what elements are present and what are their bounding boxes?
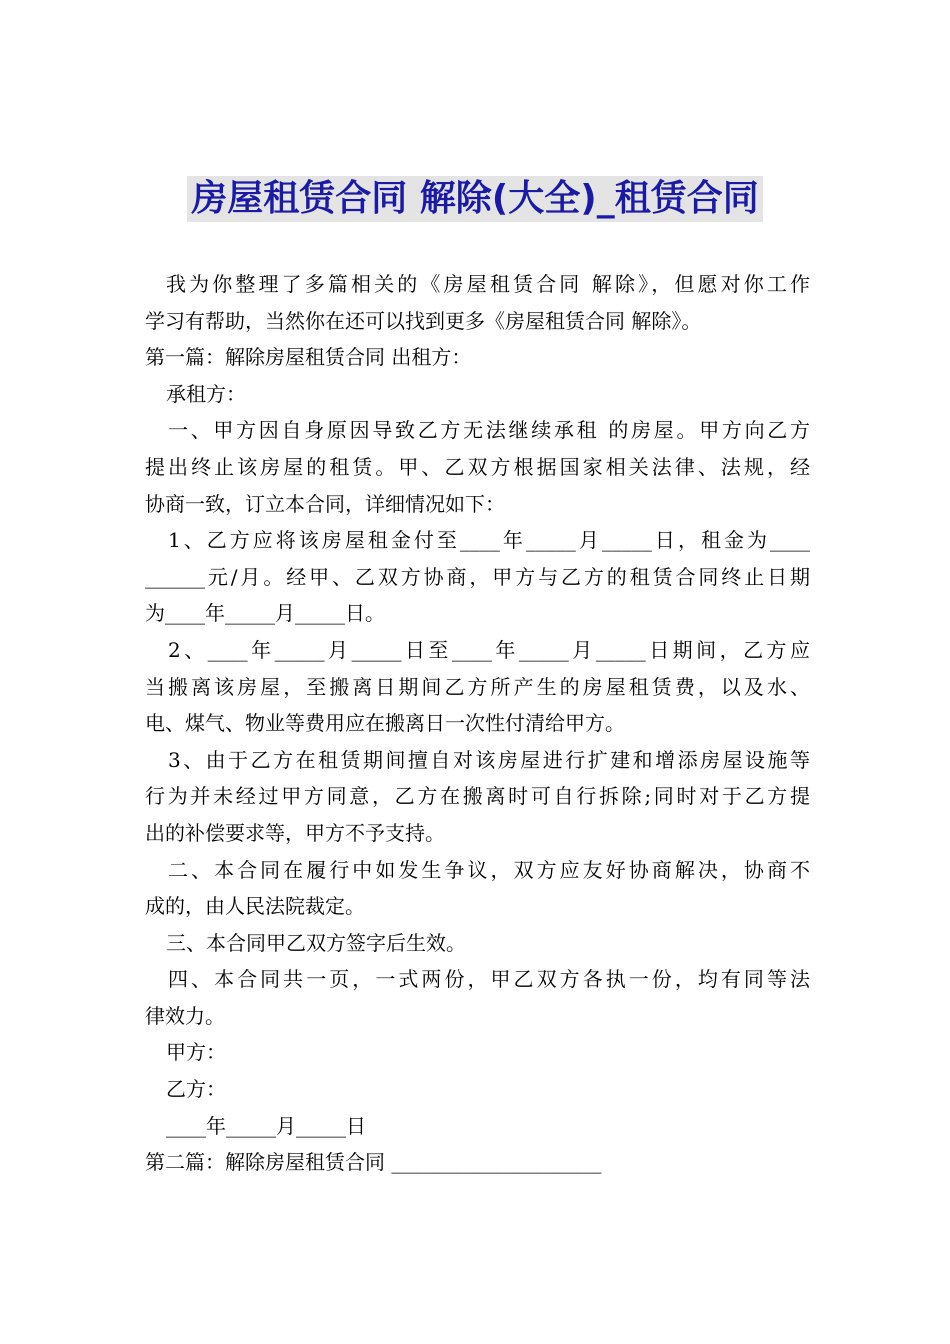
title-container [0,176,950,222]
paragraph-line: 1、乙方应将该房屋租金付至____年_____月_____日，租金为____ [168,528,810,553]
paragraph-line: 行为并未经过甲方同意，乙方在搬离时可自行拆除;同时对于乙方提 [145,784,810,809]
section-heading: 第一篇：解除房屋租赁合同 出租方： [145,345,472,370]
date-line: ____年_____月_____日 [166,1113,366,1138]
paragraph-line: 律效力。 [145,1003,225,1028]
paragraph-line: 成的，由人民法院裁定。 [145,894,365,919]
paragraph-line: 四、本合同共一页，一式两份，甲乙双方各执一份，均有同等法 [168,967,810,992]
paragraph-line: 三、本合同甲乙双方签字后生效。 [166,930,466,955]
document-body [145,266,810,1181]
paragraph-line: 当搬离该房屋，至搬离日期间乙方所产生的房屋租赁费，以及水、 [145,674,810,699]
paragraph-line: 提出终止该房屋的租赁。甲、乙双方根据国家相关法律、法规，经 [145,454,810,479]
paragraph-line: ______元/月。经甲、乙双方协商，甲方与乙方的租赁合同终止日期 [145,564,810,589]
paragraph-line: 出的补偿要求等，甲方不予支持。 [145,820,445,845]
paragraph-line: 协商一致，订立本合同，详细情况如下： [145,491,505,516]
paragraph-line: 学习有帮助，当然你在还可以找到更多《房屋租赁合同 解除》。 [145,308,702,333]
party-a-label: 甲方： [166,1040,226,1065]
paragraph-line: 一、甲方因自身原因导致乙方无法继续承租 的房屋。甲方向乙方 [168,418,810,443]
paragraph-line: 承租方： [166,381,246,406]
paragraph-line: 2、____年_____月_____日至____年_____月_____日期间，乙方应 [168,637,810,662]
paragraph-line: 为____年_____月_____日。 [145,601,385,626]
paragraph-line: 3、由于乙方在租赁期间擅自对该房屋进行扩建和增添房屋设施等 [168,747,810,772]
document-title: 房屋租赁合同 解除(大全)_租赁合同 [187,176,762,222]
paragraph-line: 我为你整理了多篇相关的《房屋租赁合同 解除》，但愿对你工作 [166,272,810,296]
party-b-label: 乙方： [166,1077,226,1102]
paragraph-line: 二、本合同在履行中如发生争议，双方应友好协商解决，协商不 [168,857,810,882]
paragraph-line: 电、煤气、物业等费用应在搬离日一次性付清给甲方。 [145,711,625,736]
section-heading: 第二篇：解除房屋租赁合同 _____________________ [145,1150,602,1175]
